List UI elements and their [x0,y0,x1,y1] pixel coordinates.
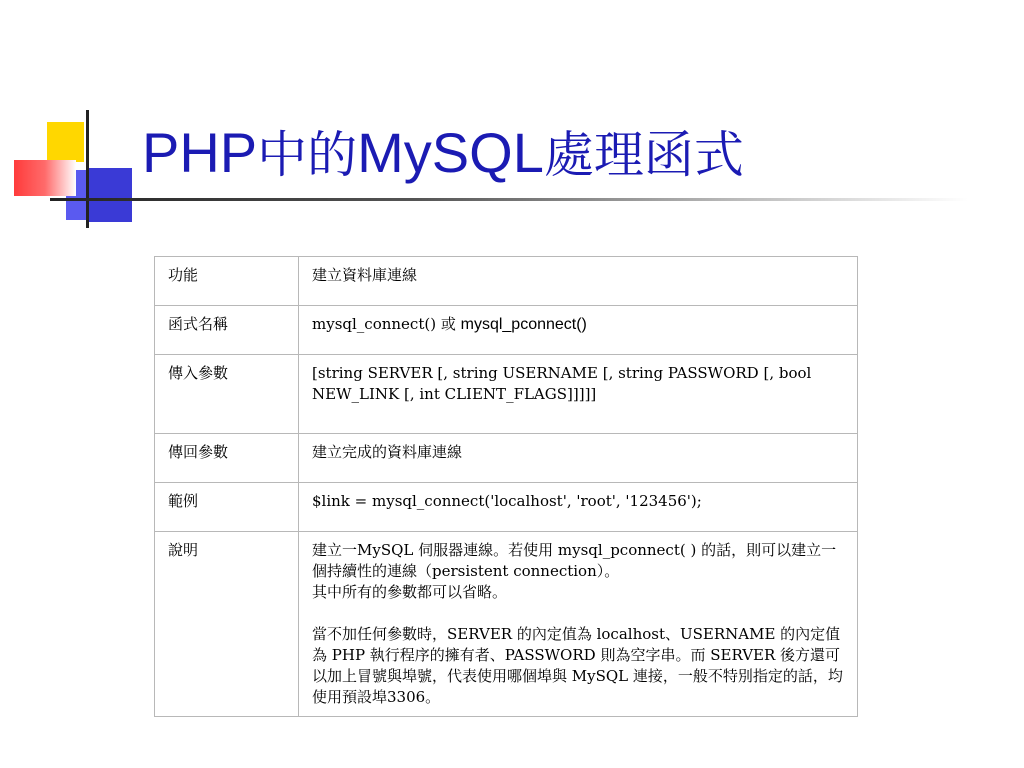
table-row [155,257,858,306]
slide-title [142,118,744,190]
row-label: 說明 [155,532,299,717]
table-row [155,306,858,355]
title-underline [50,198,968,201]
title-mysql: MySQL [357,121,544,184]
ornament-blue-square [88,168,132,222]
ornament-yellow-square [47,122,84,162]
function-name-connect: mysql_connect() 或 [312,315,461,333]
table-row [155,483,858,532]
row-label: 函式名稱 [155,306,299,355]
title-php: PHP [142,121,258,184]
title-mid: 中的 [257,126,358,184]
row-value: 建立資料庫連線 [299,257,858,306]
function-table [154,256,858,717]
description-paragraph-1: 建立一MySQL 伺服器連線。若使用 mysql_pconnect( ) 的話，則可以建立一個持續性的連線（persistent connection）。 [312,541,837,580]
row-value [299,532,858,717]
paragraph-spacer [312,603,845,624]
row-label: 範例 [155,483,299,532]
description-paragraph-2: 其中所有的參數都可以省略。 [312,583,508,601]
row-value: $link = mysql_connect('localhost', 'root', '123456'); [299,483,858,532]
table-row [155,434,858,483]
row-value [299,306,858,355]
title-suffix: 處理函式 [543,126,744,184]
row-label: 功能 [155,257,299,306]
description-paragraph-3: 當不加任何參數時，SERVER 的內定值為 localhost、USERNAME 的內定值為 PHP 執行程序的擁有者、PASSWORD 則為空字串。而 SERVER 後方還可以加上冒號與埠號，代表使用哪個埠與 MySQL 連接，一般不特別指定的話，均使用預設埠3306。 [312,625,843,706]
table-row [155,355,858,434]
ornament-red-bar [14,160,76,196]
row-label: 傳入參數 [155,355,299,434]
row-label: 傳回參數 [155,434,299,483]
row-value: 建立完成的資料庫連線 [299,434,858,483]
table-row [155,532,858,717]
row-value: [string SERVER [, string USERNAME [, string PASSWORD [, bool NEW_LINK [, int CLIENT_FLAGS]]]]] [299,355,858,434]
function-name-pconnect: mysql_pconnect() [460,316,587,333]
ornament-vertical-line [86,110,89,228]
